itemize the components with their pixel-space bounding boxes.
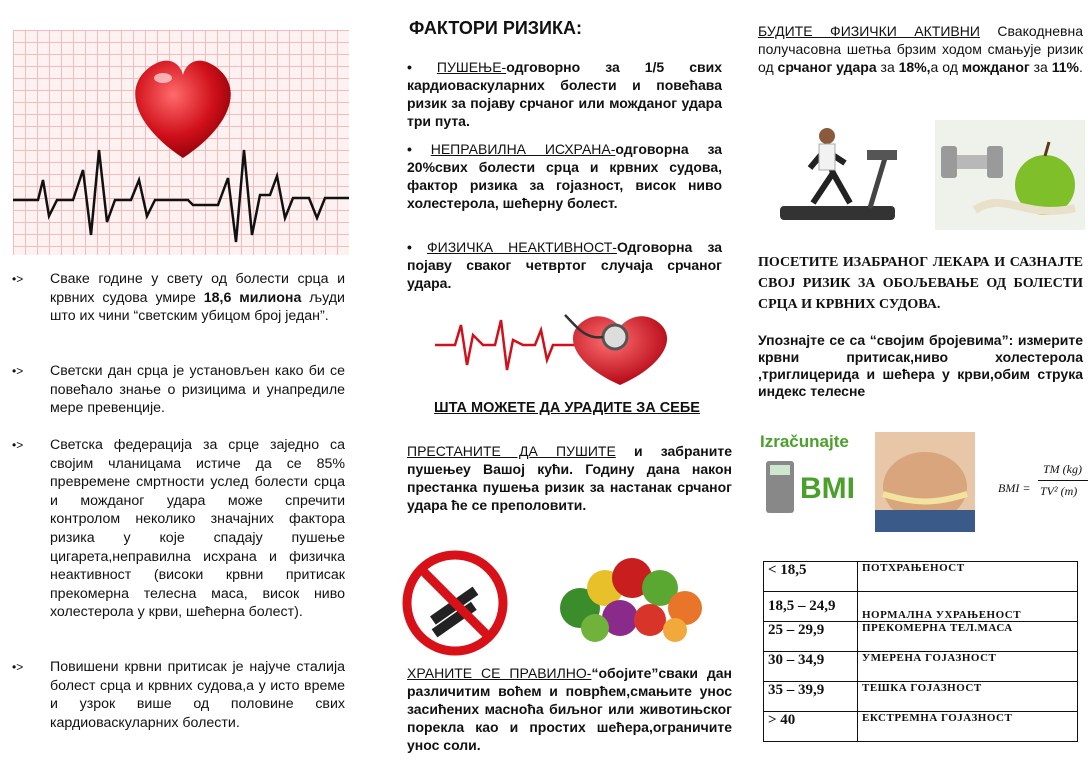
bmi-logo-big: BMI [800,472,855,505]
no-smoking-icon [400,548,510,658]
table-row: 35 – 39,9 ТЕШКА ГОЈАЗНОСТ [764,682,1078,712]
vegetables-image [550,548,710,648]
belly-measure-image [875,432,975,532]
ecg-heart-image [13,30,349,255]
apple-dumbbell-image [935,120,1085,230]
quit-smoking [407,442,732,514]
risk-inactivity-label: ФИЗИЧКА НЕАКТИВНОСТ- [427,239,617,255]
eat-healthy-label: ХРАНИТЕ СЕ ПРАВИЛНО- [407,665,592,681]
calculator-icon [765,460,795,515]
eat-healthy [407,664,732,754]
bmi-logo [760,432,868,527]
federation-text: Светска федерација за срце заједно са својим чланицама истиче да се 85% превремене смртности услед болести срца и можданог удара може спречити контролом неколико значајних фактора ризика у које спадају пушење цигарета,неправилна исхрана и физичка неактивност (високи крвни притисак прекомерна телесна маса, висок ниво холестерола у крви, шећерна болест). [50,437,345,621]
bullet-icon: •> [12,364,24,378]
visit-doctor-text: ПОСЕТИТЕ ИЗАБРАНОГ ЛЕКАРА И САЗНАЈТЕ СВОЈ РИЗИК ЗА ОБОЉЕВАЊЕ ОД БОЛЕСТИ СРЦА И КРВНИХ СУДОВА. [758,255,1083,312]
table-row: 18,5 – 24,9 НОРМАЛНА УХРАЊЕНОСТ [764,592,1078,622]
deaths-text-pre: Сваке године у свету од болести срца и крвних судова умире [50,271,345,306]
bmi-table [763,561,1078,742]
heart-day-text: Светски дан срца је установљен како би се повећало знање о ризицима и унапредиле мере превенције. [50,363,345,417]
bullet-icon: •> [12,438,24,452]
risk-diet-text: одговорна за 20%свих болести срца и крвних судова, фактор ризика за гојазност, висок ниво холестерола, шећерну болест. [407,141,723,211]
bmi-formula-denominator: TV² (m) [1040,484,1078,498]
table-row: > 40 ЕКСТРЕМНА ГОЈАЗНОСТ [764,712,1078,742]
table-row: < 18,5 ПОТХРАЊЕНОСТ [764,562,1078,592]
bmi-formula-numerator: TM (kg) [1043,462,1082,476]
know-your-numbers-text: Упознајте се са “својим бројевима”: измерите крвни притисак,ниво холестерола ,триглицерида и шећера у крви,обим струка индекс телесне [758,332,1083,399]
bullet-icon: • [407,141,412,157]
deaths-text-post: људи што их чини “светским убицом број један”. [50,289,345,325]
physical-activity: БУДИТЕ ФИЗИЧКИ АКТИВНИ Свакодневна получасовна шетња брзим ходом смањује ризик од срчаног удара за 18%,а од можданог за 11%. [758,23,1083,75]
quit-smoking-label: ПРЕСТАНИТЕ ДА ПУШИТЕ [407,443,616,459]
table-row: 25 – 29,9 ПРЕКОМЕРНА ТЕЛ.МАСА [764,622,1078,652]
heartbeat-icon [13,30,349,255]
bmi-formula-lhs: BMI = [998,481,1031,495]
table-row: 30 – 34,9 УМЕРЕНА ГОЈАЗНОСТ [764,652,1078,682]
what-you-can-do-title: ШТА МОЖЕТЕ ДА УРАДИТЕ ЗА СЕБЕ [434,400,700,416]
physical-activity-label: БУДИТЕ ФИЗИЧКИ АКТИВНИ [758,23,980,39]
treadmill-runner-image [775,118,900,228]
risk-smoking [407,58,722,130]
heart-stethoscope-image [435,305,685,390]
risk-inactivity [407,238,722,292]
bullet-icon: •> [12,660,24,674]
bullet-icon: • [407,59,412,75]
deaths-number: 18,6 милиона [203,289,302,306]
bullet-icon: • [407,239,412,255]
risk-smoking-text: одговорно за 1/5 свих кардиоваскуларних болести и повећава ризик за појаву срчаног или можданог удара три пута. [407,59,723,129]
risk-inactivity-text: Одговорна за појаву сваког четвртог случаја срчаног удара. [407,239,722,291]
bmi-logo-text: Izračunajte [760,432,849,451]
quit-smoking-text: и забраните пушењеу Вашој кући. Годину дана након престанка пушења ризик за настанак срчаног удара ће се преполовити. [407,443,732,513]
blood-pressure-text: Повишени крвни притисак је најуче сталија болест срца и крвних судова,а у исто време и узрок више од половине свих кардиоваскуларних болести. [50,659,345,731]
eat-healthy-text: “обојите”сваки дан различитим воћем и поврћем,смањите унос засићених масноћа биљног или животињског порекла као и простих шећера,ограничите унос соли. [407,665,733,753]
risk-smoking-label: ПУШЕЊЕ- [436,59,507,75]
risk-diet [407,140,722,212]
risk-factors-title: ФАКТОРИ РИЗИКА: [409,18,582,38]
risk-diet-label: НЕПРАВИЛНА ИСХРАНА- [430,141,616,157]
bullet-icon: •> [12,272,24,286]
